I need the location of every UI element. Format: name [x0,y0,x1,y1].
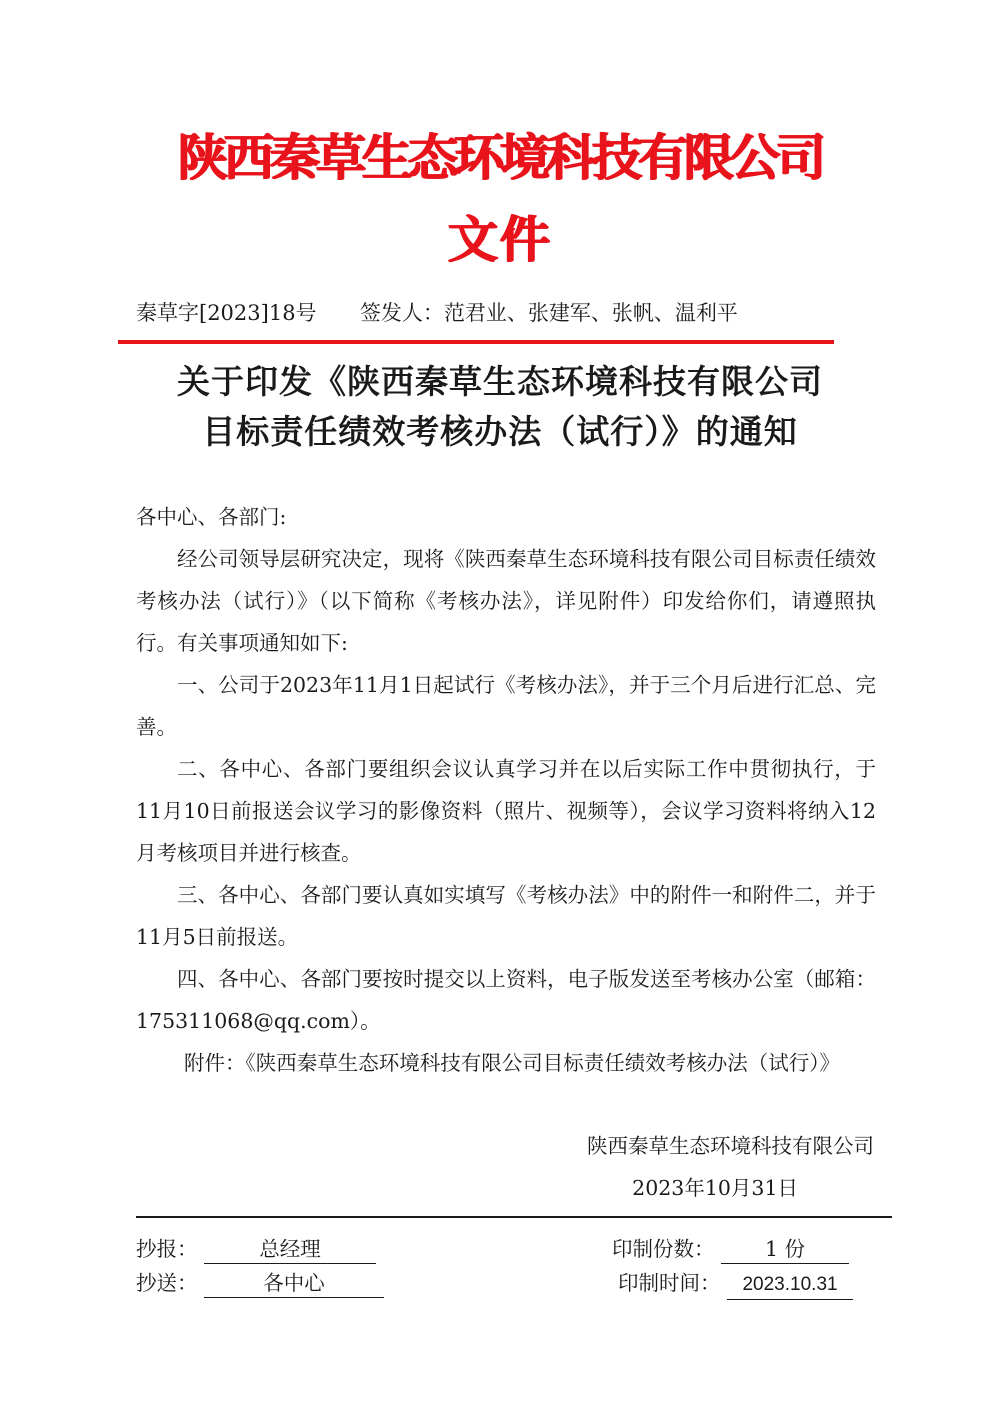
red-divider [118,340,834,344]
document-type-title: 文件 [448,211,552,269]
intro-paragraph: 经公司领导层研究决定，现将《陕西秦草生态环境科技有限公司目标责任绩效考核办法（试行）》（以下简称《考核办法》，详见附件）印发给你们，请遵照执行。有关事项通知如下: [136,547,876,655]
print-time-value: 2023.10.31 [727,1271,853,1300]
notice-body [136,496,876,1084]
copies-value: 1 份 [721,1235,849,1264]
item-4-paragraph: 四、各中心、各部门要按时提交以上资料，电子版发送至考核办公室（邮箱：175311068@qq.com）。 [136,967,876,1033]
notice-title-line-2: 目标责任绩效考核办法（试行）》的通知 [202,412,798,451]
report-label: 抄报： [136,1237,198,1261]
attachment-line: 附件：《陕西秦草生态环境科技有限公司目标责任绩效考核办法（试行）》 [184,1051,840,1075]
salutation: 各中心、各部门: [136,505,287,529]
copies-row [612,1232,849,1266]
notice-title-line-1: 关于印发《陕西秦草生态环境科技有限公司 [177,362,823,401]
print-time-row [618,1266,853,1300]
send-to-row [136,1266,384,1300]
footer-divider [136,1216,892,1218]
send-value: 各中心 [204,1269,384,1298]
item-1-paragraph: 一、公司于2023年11月1日起试行《考核办法》，并于三个月后进行汇总、完善。 [136,673,876,739]
document-number: 秦草字[2023]18号 [136,301,317,325]
copies-label: 印制份数： [612,1237,715,1261]
print-time-label: 印制时间： [618,1271,721,1295]
item-3-paragraph: 三、各中心、各部门要认真如实填写《考核办法》中的附件一和附件二，并于11月5日前报送。 [136,883,876,949]
item-2-paragraph: 二、各中心、各部门要组织会议认真学习并在以后实际工作中贯彻执行，于11月10日前报送会议学习的影像资料（照片、视频等），会议学习资料将纳入12月考核项目并进行核查。 [136,757,876,865]
document-meta-line [136,296,866,330]
signature-date: 2023年10月31日 [632,1176,798,1200]
send-label: 抄送： [136,1271,198,1295]
signature-company: 陕西秦草生态环境科技有限公司 [587,1134,874,1158]
report-to-row [136,1232,376,1266]
report-value: 总经理 [204,1235,376,1264]
company-header-title: 陕西秦草生态环境科技有限公司 [178,129,822,187]
signers: 签发人：范君业、张建军、张帆、温利平 [359,301,738,325]
